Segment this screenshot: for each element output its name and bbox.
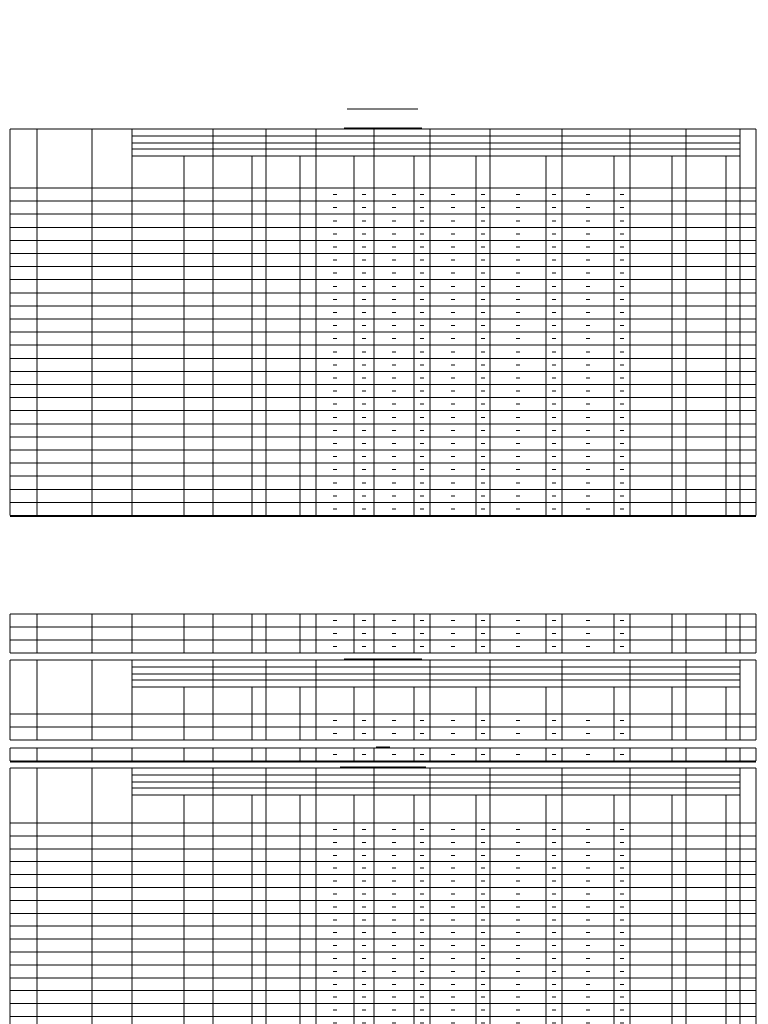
lower-table [10, 767, 756, 1024]
main-table [10, 129, 756, 517]
summary-table [10, 614, 756, 653]
secondary-table [10, 659, 756, 762]
title-underline-group [344, 109, 422, 128]
